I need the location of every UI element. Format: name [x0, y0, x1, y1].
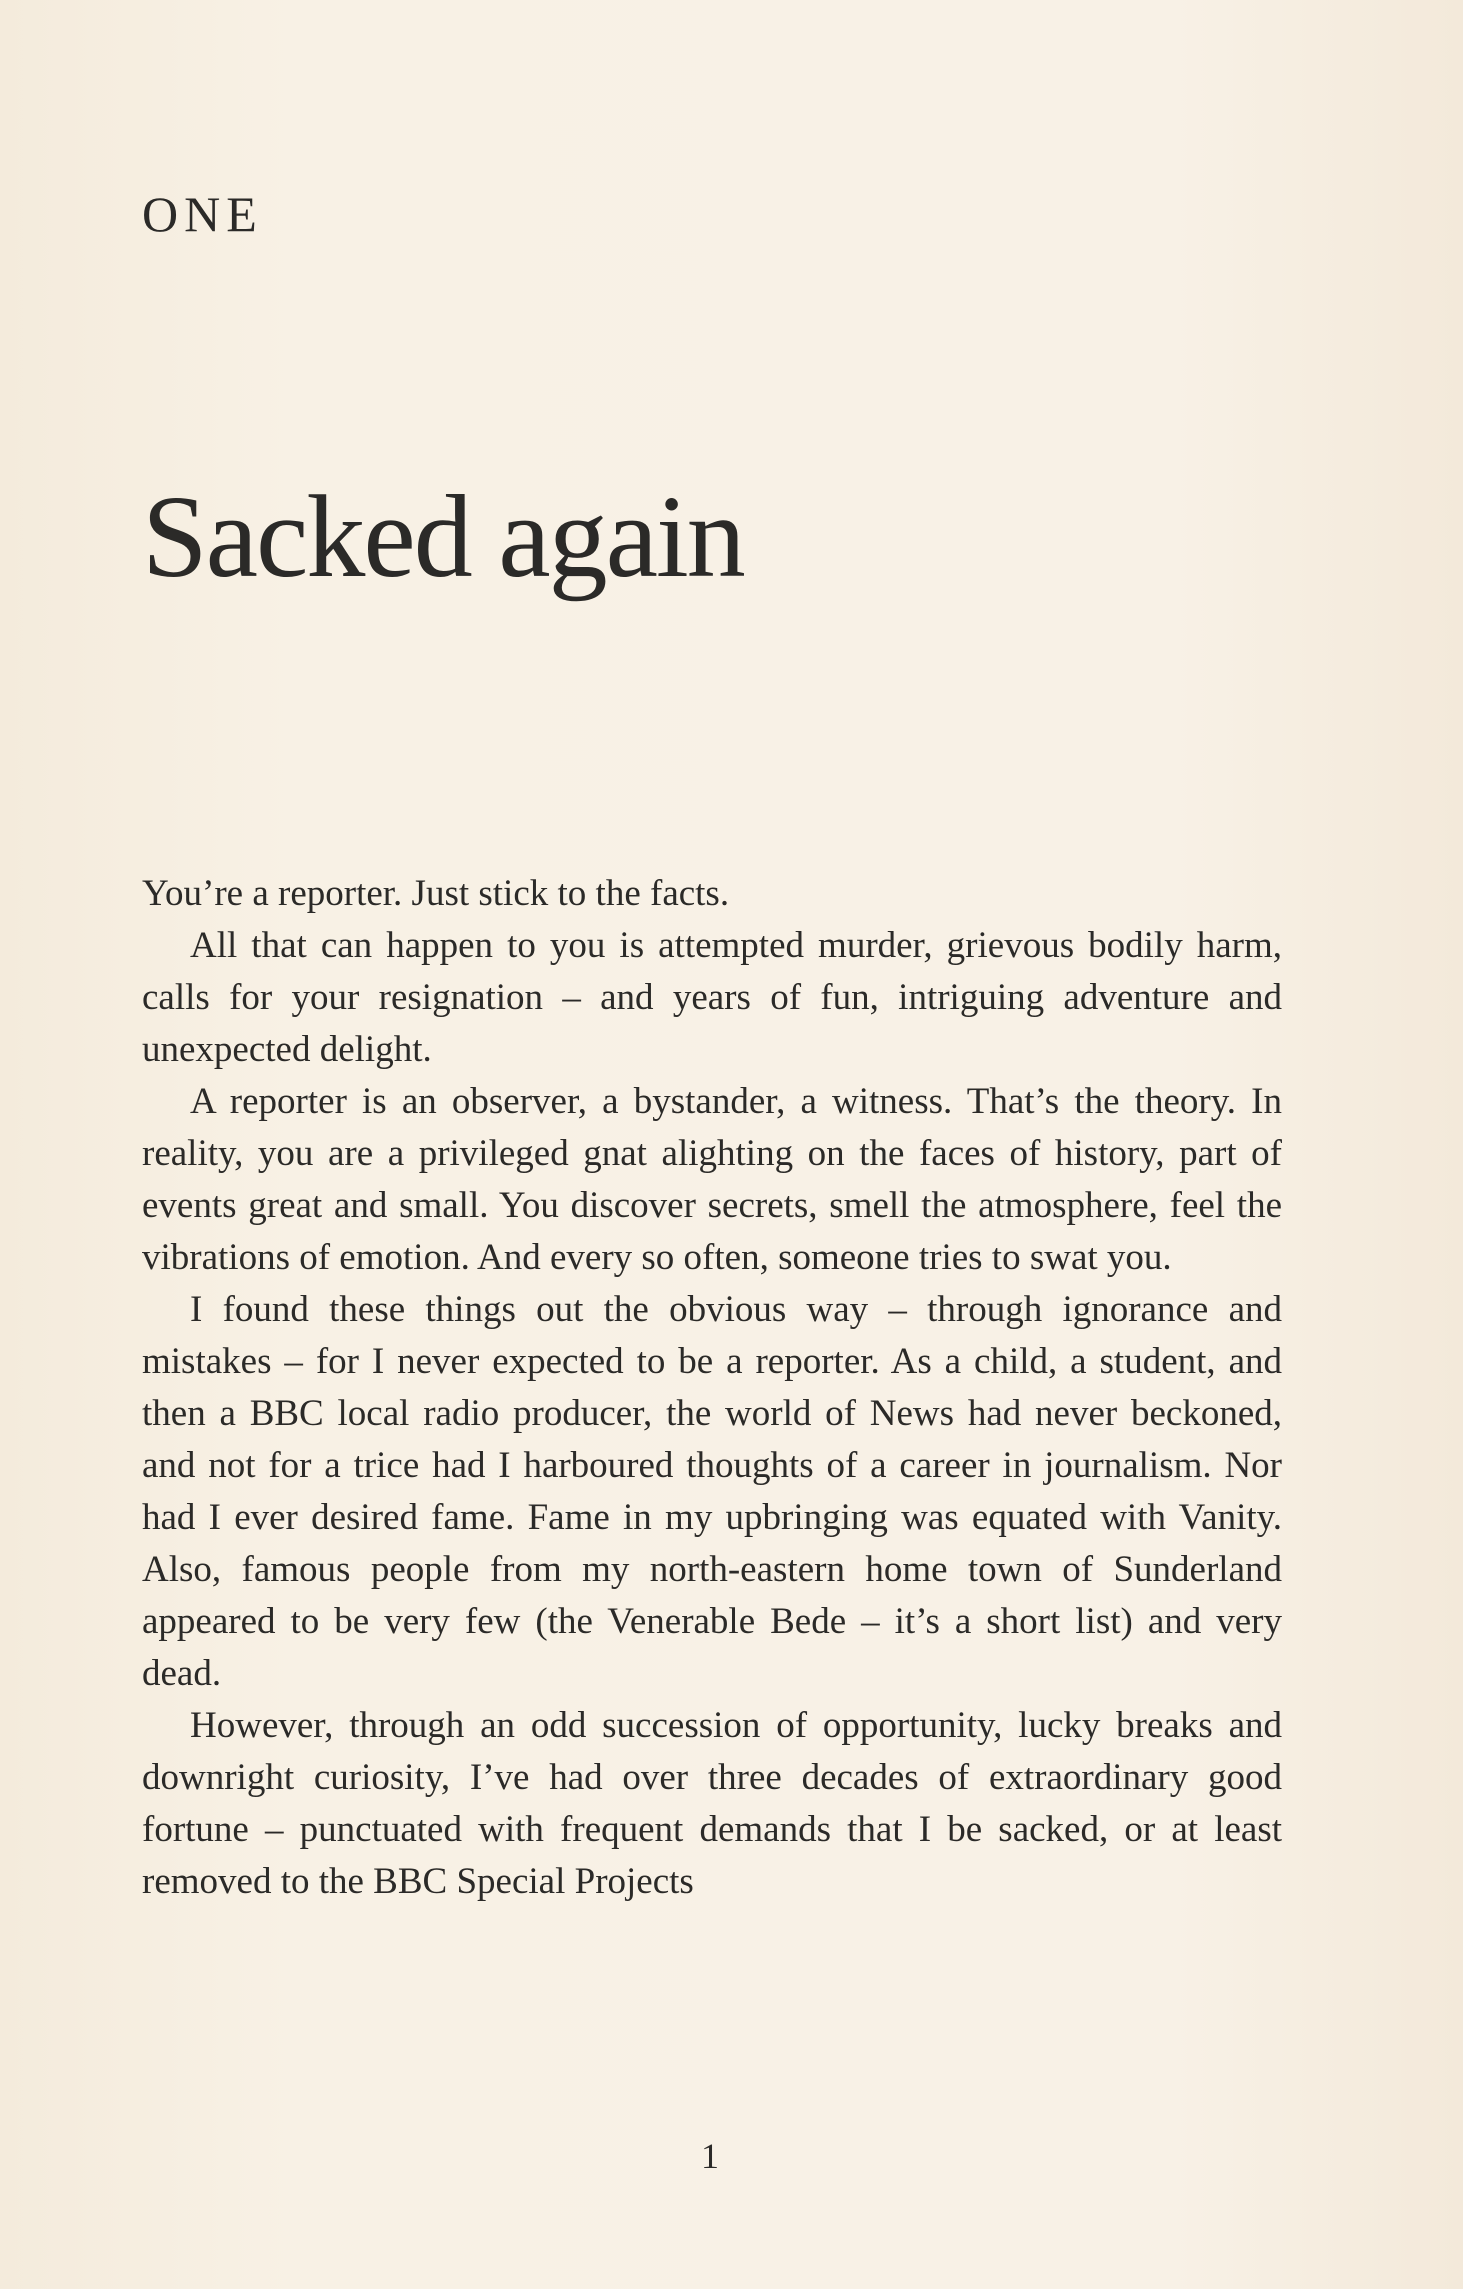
chapter-title: Sacked again [142, 471, 744, 602]
paragraph: I found these things out the obvious way – through ignorance and mistakes – for I never expected to be a reporter. As a child, a student, and then a BBC local radio producer, the world of News had never beckoned, and not for a trice had I harboured thoughts of a career in journalism. Nor had I ever desired fame. Fame in my upbringing was equated with Vanity. Also, famous people from my north-eastern home town of Sunderland appeared to be very few (the Venerable Bede – it’s a short list) and very dead. [142, 1289, 1282, 1694]
paragraph: However, through an odd succession of opportunity, lucky breaks and downright curiosity, I’ve had over three decades of extraordinary good fortune – punctuated with frequent demands that I be sacked, or at least removed to the BBC Special Projects [142, 1705, 1282, 1902]
page-number: 1 [701, 2136, 719, 2176]
chapter-body [142, 868, 1282, 1908]
paragraph: All that can happen to you is attempted murder, grievous bodily harm, calls for your resignation – and years of fun, intriguing adventure and unexpected delight. [142, 925, 1282, 1070]
paragraph: You’re a reporter. Just stick to the facts. [142, 873, 730, 914]
chapter-label: ONE [142, 186, 263, 242]
paragraph: A reporter is an observer, a bystander, a witness. That’s the theory. In reality, you are a privileged gnat alighting on the faces of history, part of events great and small. You discover secrets, smell the atmosphere, feel the vibrations of emotion. And every so often, someone tries to swat you. [142, 1081, 1282, 1278]
